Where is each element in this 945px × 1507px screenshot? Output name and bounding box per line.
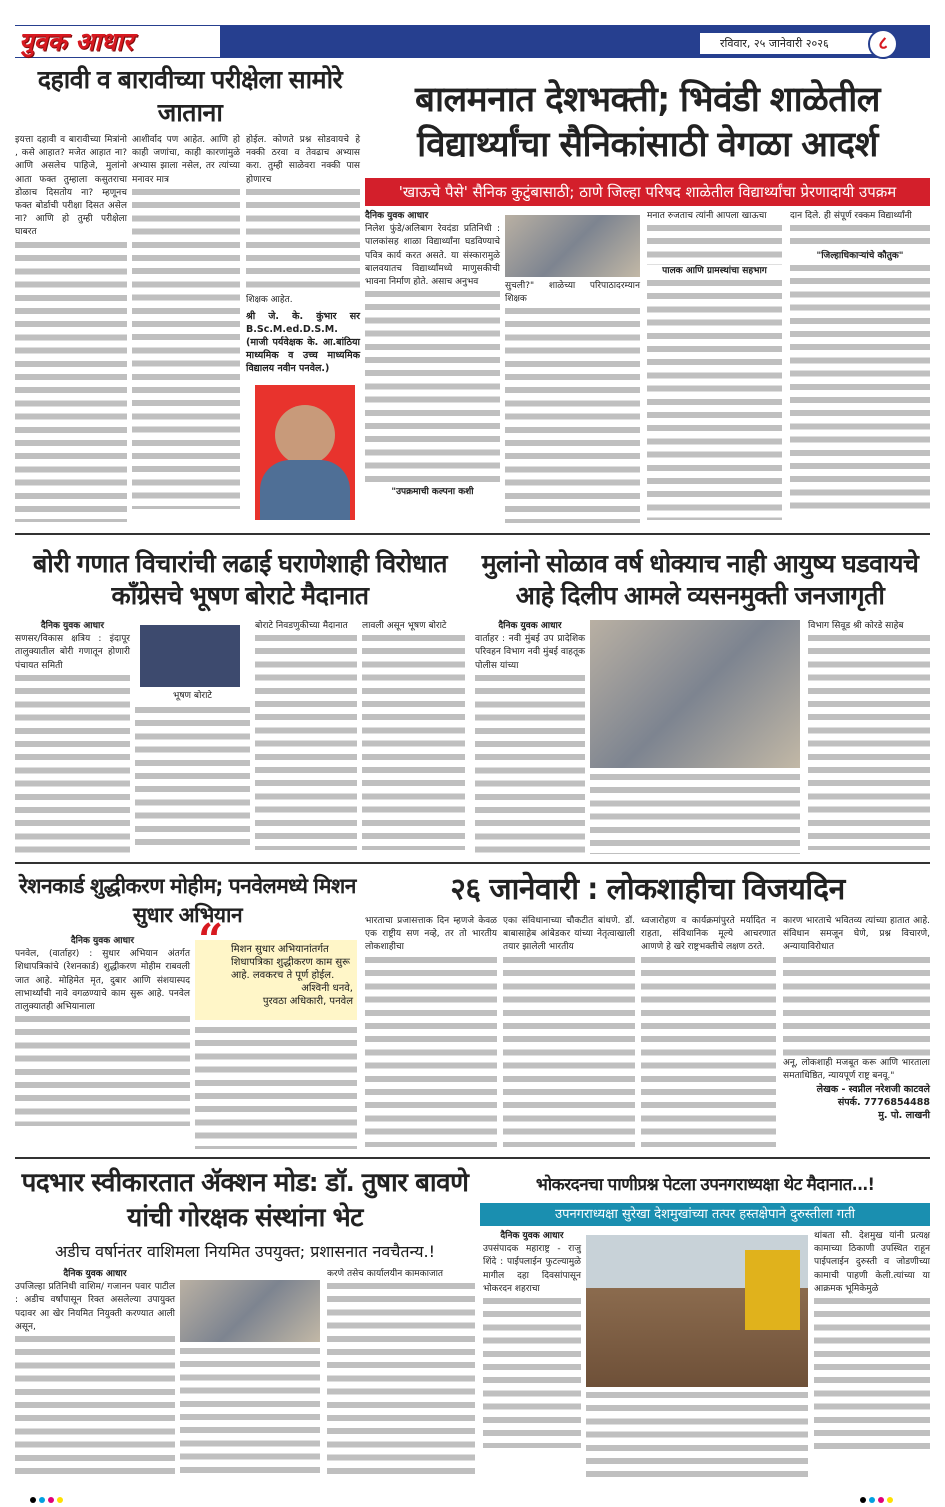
divider (15, 862, 930, 864)
bhushan-borate-photo (140, 625, 240, 687)
subhead: "उपक्रमाची कल्पना कशी (391, 487, 474, 498)
bhokardan-col-2 (586, 1390, 808, 1480)
text-lines (647, 225, 782, 265)
text-lines (590, 774, 800, 854)
headline-bhiwandi: बालमनात देशभक्ती; भिवंडी शाळेतील विद्यार्थ्यांचा सैनिकांसाठी वेगळा आदर्श (414, 80, 880, 165)
text-lines (783, 957, 930, 1057)
text-lines (180, 1348, 320, 1476)
bori-col3-text: बोराटे निवडणुकीच्या मैदानात (255, 621, 348, 631)
exams-col-1 (15, 134, 127, 522)
headline-ration: रेशनकार्ड शुद्धीकरण मोहीम; पनवेलमध्ये मिशन सुधार अभियान (19, 874, 356, 927)
washim-col-3 (327, 1268, 475, 1478)
bhiwandi-col-1 (365, 210, 500, 499)
bhokardan-col-1 (483, 1230, 581, 1448)
headline-bhokardan: भोकरदनचा पाणीप्रश्न पेटला उपनगराध्यक्षा थेट मैदानात...! (535, 1175, 875, 1195)
text-lines (808, 635, 930, 850)
bori-col-2 (135, 705, 250, 852)
bhokardan-col3-text: थांबता सौ. देशमुख यांनी प्रत्यक्ष कामाच्या ठिकाणी उपस्थित राहून पाईपलाईन दुरुस्ती व जोडणीच्या कामाची पाहणी केली.त्यांच्या या आक्रमक भूमिकेमुळे (814, 1231, 930, 1294)
awareness-event-photo (590, 620, 800, 768)
quote-role: पुरवठा अधिकारी, पनवेल (262, 996, 353, 1007)
newspaper-logo: युवक आधार (15, 26, 220, 57)
text-lines (641, 957, 776, 1147)
bori-col4-text: लावली असून भूषण बोराटे (362, 621, 447, 631)
text-lines (15, 1336, 175, 1476)
republic-col3-text: ध्वजारोहण व कार्यक्रमांपुरते मर्यादित न राहता, संविधानिक मूल्ये आचरणात आणणे हे खरे राष्ट्रभक्तीचे लक्षण ठरते. (641, 916, 776, 953)
republic-col-4 (783, 915, 930, 1122)
text-lines (503, 957, 635, 1147)
republic-col-3 (641, 915, 776, 1147)
text-lines (246, 189, 360, 294)
text-lines (135, 707, 250, 852)
bhiwandi-col4-text: दान दिले. ही संपूर्ण रक्कम विद्यार्थ्यांनी (790, 211, 912, 221)
headline-deaddiction: मुलांनो सोळाव वर्ष धोक्याच नाही आयुष्य घडवायचे आहे दिलीप आमले व्यसनमुक्ती जनजागृती (481, 549, 919, 610)
strap-bhiwandi: 'खाऊचे पैसे' सैनिक कुटुंबासाठी; ठाणे जिल्हा परिषद शाळेतील विद्यार्थ्यांचा प्रेरणादायी उपक्रम (365, 178, 930, 206)
divider (15, 1157, 930, 1159)
deaddiction-col3-text: विभाग सिवूड श्री कोरडे साहेब (808, 621, 904, 631)
exams-col-3 (246, 134, 360, 375)
deaddiction-col-1 (475, 620, 585, 860)
text-lines (586, 1392, 808, 1480)
bhokardan-lede: उपसंपादक महाराष्ट्र - राजु शिंदे : पाईपलाईन फुटल्यामुळे मागील दहा दिवसांपासून भोकरदन शहराचा (483, 1244, 581, 1294)
issue-date: रविवार, २५ जानेवारी २०२६ (700, 33, 885, 54)
headline-washim: पदभार स्वीकारतात ॲक्शन मोड: डॉ. तुषार बावणे यांची गोरक्षक संस्थांना भेट (21, 1168, 469, 1233)
text-lines (790, 265, 930, 515)
bori-col-4 (362, 620, 465, 850)
author-photo (255, 385, 355, 520)
registration-marks (30, 1488, 66, 1507)
text-lines (814, 1298, 930, 1453)
dateline: दैनिक युवक आधार (365, 211, 429, 221)
washim-col-1 (15, 1268, 175, 1476)
exams-col2-tail (190, 380, 254, 515)
republic-col2-text: एका संविधानाच्या चौकटीत बांधणे. डॉ. बाबासाहेब आंबेडकर यांच्या नेतृत्वाखाली तयार झालेली भारतीय (503, 916, 635, 953)
bhiwandi-col-3 (647, 210, 782, 520)
republic-col4-end: अनू, लोकशाही मजबूत करू आणि भारताला समताधिष्ठित, न्यायपूर्ण राष्ट्र बनवू." (783, 1057, 930, 1081)
quote-name: अश्विनी धनवे, (301, 983, 353, 994)
bori-col-1 (15, 620, 130, 860)
dateline: दैनिक युवक आधार (498, 621, 562, 631)
divider (15, 533, 930, 535)
republic-col4-text: कारण भारताचे भवितव्य त्यांच्या हातात आहे. संविधान समजून घेणे, प्रश्न विचारणे, अन्यायाविरोधात (783, 916, 930, 953)
bhokardan-col-3 (814, 1230, 930, 1453)
photo-caption: भूषण बोराटे (173, 691, 212, 701)
washim-lede: उपजिल्हा प्रतिनिधी वाशिम/ गजानन पवार पाटील : अडीच वर्षांपासून रिक्त असलेल्या उपायुक्त पदावर आ खेर नियमित नियुक्ती करण्यात आली असून, (15, 1282, 175, 1332)
quote-mark-icon: “ (198, 915, 224, 966)
deaddiction-col-2 (590, 772, 800, 854)
dateline: दैनिक युवक आधार (500, 1231, 564, 1241)
text-lines (505, 308, 640, 523)
republic-col1-text: भारताचा प्रजासत्ताक दिन म्हणजे केवळ एक राष्ट्रीय सण नव्हे, तर तो भारतीय लोकशाहीचा (365, 916, 497, 953)
pipeline-repair-photo (586, 1235, 808, 1387)
republic-col-2 (503, 915, 635, 1147)
strap-bhokardan: उपनगराध्यक्षा सुरेखा देशमुखांच्या तत्पर हस्तक्षेपाने दुरुस्तीला गती (480, 1203, 930, 1226)
text-lines (365, 957, 497, 1147)
text-lines (483, 1298, 581, 1448)
dateline: दैनिक युवक आधार (70, 936, 135, 946)
author-place: मु. पो. लाखनी (878, 1110, 930, 1122)
washim-col-2 (180, 1346, 320, 1476)
text-lines (362, 635, 465, 850)
officials-photo (180, 1280, 320, 1342)
ration-col-1 (15, 935, 190, 1126)
text-lines (475, 675, 585, 860)
bori-col-3 (255, 620, 357, 850)
author-credit: लेखक - स्वप्नील नरेशजी काटवले (816, 1084, 930, 1096)
dateline: दैनिक युवक आधार (63, 1269, 127, 1279)
text-lines (255, 635, 357, 850)
headline-republic: २६ जानेवारी : लोकशाहीचा विजयदिन (450, 872, 845, 907)
washim-col3-text: करणे तसेच कार्यालयीन कामकाजात (327, 1269, 444, 1279)
bhiwandi-col2-text: सुचली?" शाळेच्या परिपाठादरम्यान शिक्षक (505, 281, 640, 305)
author-credit: श्री जे. के. कुंभार सर B.Sc.M.ed.D.S.M. (माजी पर्यवेक्षक के. आ.बांठिया माध्यमिक व उच्च माध्यमिक विद्यालय नवीन पनवेल.) (246, 311, 360, 375)
bori-lede: सणसर/विकास क्षत्रिय : इंदापूर तालुक्यातील बोरी गणातून होणारी पंचायत समिती (15, 634, 130, 671)
subheadline-washim: अडीच वर्षानंतर वाशिमला नियमित उपयुक्त; प्रशासनात नवचैतन्य.! (54, 1242, 436, 1261)
ration-col-2 (195, 1025, 357, 1149)
text-lines (647, 280, 782, 520)
subhead: "जिल्हाधिकाऱ्यांचे कौतुक" (816, 251, 904, 262)
author-intro: शिक्षक आहेत. (246, 294, 293, 305)
text-lines (790, 225, 930, 250)
bhiwandi-col-4 (790, 210, 930, 515)
text-lines (327, 1283, 475, 1478)
page-number: ८ (868, 29, 898, 59)
text-lines (15, 675, 130, 860)
bhiwandi-lede: निलेश फुंडे/अलिबाग रेवदंडा प्रतिनिधी : पालकांसह शाळा विद्यार्थ्यांना घडविण्याचे पवित्र कार्य करत असते. या संस्कारामुळे बालवयातच विद्यार्थ्यांमध्ये माणुसकीची भावना निर्माण होते. असाच अनुभव (365, 224, 500, 288)
dateline: दैनिक युवक आधार (40, 621, 105, 631)
text-lines (15, 1016, 190, 1126)
excavator (745, 1250, 800, 1330)
republic-col-1 (365, 915, 497, 1147)
bhiwandi-col-2 (505, 280, 640, 523)
deaddiction-lede: वार्ताहर : नवी मुंबई उप प्रादेशिक परिवहन विभाग नवी मुंबई वाहतूक पोलीस यांच्या (475, 634, 585, 671)
text-lines (195, 1027, 357, 1149)
quote-text: मिशन सुधार अभियानांतर्गत शिधापत्रिका शुद्धीकरण काम सुरू आहे. लवकरच ते पूर्ण होईल. (231, 944, 350, 981)
subhead: पालक आणि ग्रामस्थांचा सहभाग (662, 266, 767, 277)
exams-col2-text: आशीर्वाद पण आहेत. आणि हो काही जणांचा, काही कारणांमुळे अभ्यास झाला नसेल, तर त्यांच्या मनावर मात्र (132, 135, 240, 185)
ration-lede: पनवेल, (वार्ताहर) : सुधार अभियान अंतर्गत शिधापत्रिकांचे (रेशनकार्ड) शुद्धीकरण मोहीम राबवली जात आहे. मोहिमेत मृत, दुबार आणि संशयास्पद लाभार्थ्यांची नावे वगळण्याचे काम सुरू आहे. पनवेल तालुक्यातही अभियानाला (15, 949, 190, 1013)
headline-bori: बोरी गणात विचारांची लढाई घराणेशाही विरोधात काँग्रेसचे भूषण बोराटे मैदानात (33, 549, 447, 610)
exams-lede: इयत्ता दहावी व बारावीच्या मित्रांनो , कसे आहात? मजेत आहात ना? आणि असलेच पाहिजे, मुलांनो आता फक्त तुम्हाला कसुतराचा डोळाच दिसतोय ना? म्हणूनच फक्त बोर्डाची परीक्षा दिसत असेल ना? आणि हो तुम्ही परीक्षेला घाबरत (15, 135, 127, 238)
bhiwandi-col3-text: मनात रुजताच त्यांनी आपला खाऊचा (647, 211, 767, 221)
headline-exams: दहावी व बारावीच्या परीक्षेला सामोरे जाताना (37, 65, 343, 127)
exams-col3-text: होईल. कोणते प्रश्न सोडवायचे हे नक्की ठरवा व तेवढाच अभ्यास करा. तुम्ही साळेवरा नक्की पास होणारच (246, 135, 360, 185)
students-photo (505, 215, 640, 277)
text-lines (365, 291, 500, 486)
deaddiction-col-3 (808, 620, 930, 850)
pull-quote (195, 915, 357, 1020)
registration-marks (860, 1488, 896, 1507)
author-contact: संपर्क. 7776854488 (837, 1097, 930, 1109)
text-lines (15, 242, 127, 522)
